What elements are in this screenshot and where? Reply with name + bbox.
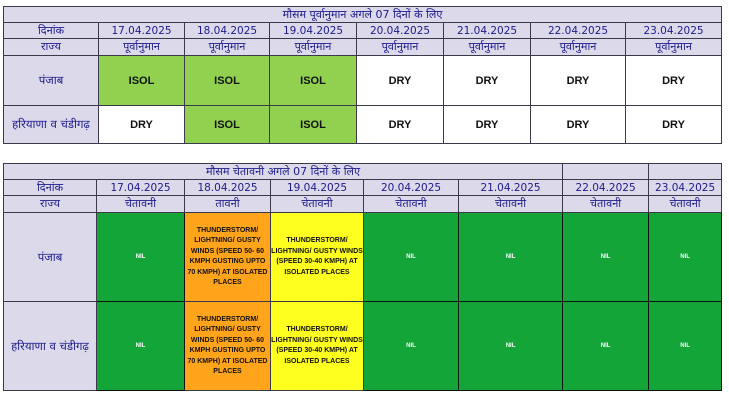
- date-label: दिनांक: [4, 180, 97, 196]
- warning-subheader: चेतावनी: [271, 196, 364, 213]
- forecast-date: 18.04.2025: [185, 23, 270, 39]
- warning-cell: NIL: [97, 302, 185, 391]
- warning-cell: NIL: [459, 213, 563, 302]
- warning-cell: THUNDERSTORM/ LIGHTNING/ GUSTY WINDS (SPEED 30-40 KMPH) AT ISOLATED PLACES: [271, 213, 364, 302]
- forecast-cell: DRY: [531, 106, 626, 144]
- forecast-date: 23.04.2025: [626, 23, 722, 39]
- warning-date: 21.04.2025: [459, 180, 563, 196]
- warning-subheader: चेतावनी: [97, 196, 185, 213]
- header-blank: [649, 164, 722, 180]
- state-name: पंजाब: [4, 56, 99, 106]
- state-label: राज्य: [4, 39, 99, 56]
- forecast-cell: DRY: [531, 56, 626, 106]
- warning-subheader: चेतावनी: [563, 196, 649, 213]
- forecast-date: 22.04.2025: [531, 23, 626, 39]
- forecast-subheader: पूर्वानुमान: [99, 39, 185, 56]
- forecast-date: 17.04.2025: [99, 23, 185, 39]
- warning-subheader: चेतावनी: [364, 196, 459, 213]
- warning-cell: THUNDERSTORM/ LIGHTNING/ GUSTY WINDS (SPEED 50- 60 KMPH GUSTING UPTO 70 KMPH) AT ISOLATED PLACES: [185, 213, 271, 302]
- state-name: हरियाणा व चंडीगढ़: [4, 302, 97, 391]
- warning-date: 20.04.2025: [364, 180, 459, 196]
- forecast-date: 19.04.2025: [270, 23, 357, 39]
- forecast-subheader: पूर्वानुमान: [270, 39, 357, 56]
- warning-date: 17.04.2025: [97, 180, 185, 196]
- forecast-date: 20.04.2025: [357, 23, 444, 39]
- warning-date: 22.04.2025: [563, 180, 649, 196]
- warning-cell: THUNDERSTORM/ LIGHTNING/ GUSTY WINDS (SPEED 30-40 KMPH) AT ISOLATED PLACES: [271, 302, 364, 391]
- warning-subheader: चेतावनी: [459, 196, 563, 213]
- table-row: [4, 213, 722, 302]
- warning-table: [3, 163, 722, 391]
- forecast-cell: DRY: [357, 106, 444, 144]
- forecast-cell: ISOL: [99, 56, 185, 106]
- forecast-subheader: पूर्वानुमान: [185, 39, 270, 56]
- date-label: दिनांक: [4, 23, 99, 39]
- warning-cell: NIL: [563, 213, 649, 302]
- forecast-cell: DRY: [357, 56, 444, 106]
- forecast-title: मौसम पूर्वानुमान अगले 07 दिनों के लिए: [4, 7, 722, 23]
- forecast-date: 21.04.2025: [444, 23, 531, 39]
- warning-date: 18.04.2025: [185, 180, 271, 196]
- warning-cell: NIL: [364, 213, 459, 302]
- warning-date: 23.04.2025: [649, 180, 722, 196]
- warning-cell: NIL: [649, 213, 722, 302]
- forecast-cell: ISOL: [185, 56, 270, 106]
- forecast-cell: DRY: [99, 106, 185, 144]
- warning-cell: THUNDERSTORM/ LIGHTNING/ GUSTY WINDS (SPEED 50- 60 KMPH GUSTING UPTO 70 KMPH) AT ISOLATED PLACES: [185, 302, 271, 391]
- forecast-cell: ISOL: [270, 56, 357, 106]
- forecast-cell: DRY: [444, 56, 531, 106]
- warning-cell: NIL: [459, 302, 563, 391]
- forecast-cell: DRY: [444, 106, 531, 144]
- forecast-subheader: पूर्वानुमान: [626, 39, 722, 56]
- warning-cell: NIL: [97, 213, 185, 302]
- header-blank: [563, 164, 649, 180]
- table-row: [4, 56, 722, 106]
- forecast-subheader: पूर्वानुमान: [531, 39, 626, 56]
- forecast-cell: DRY: [626, 106, 722, 144]
- forecast-cell: DRY: [626, 56, 722, 106]
- warning-cell: NIL: [364, 302, 459, 391]
- table-row: [4, 302, 722, 391]
- forecast-subheader: पूर्वानुमान: [444, 39, 531, 56]
- forecast-cell: ISOL: [185, 106, 270, 144]
- forecast-subheader: पूर्वानुमान: [357, 39, 444, 56]
- forecast-cell: ISOL: [270, 106, 357, 144]
- warning-subheader: तावनी: [185, 196, 271, 213]
- warning-title: मौसम चेतावनी अगले 07 दिनों के लिए: [4, 164, 563, 180]
- warning-cell: NIL: [649, 302, 722, 391]
- warning-date: 19.04.2025: [271, 180, 364, 196]
- state-name: हरियाणा व चंडीगढ़: [4, 106, 99, 144]
- warning-cell: NIL: [563, 302, 649, 391]
- state-name: पंजाब: [4, 213, 97, 302]
- table-row: [4, 106, 722, 144]
- forecast-table: [3, 6, 722, 144]
- state-label: राज्य: [4, 196, 97, 213]
- warning-subheader: चेतावनी: [649, 196, 722, 213]
